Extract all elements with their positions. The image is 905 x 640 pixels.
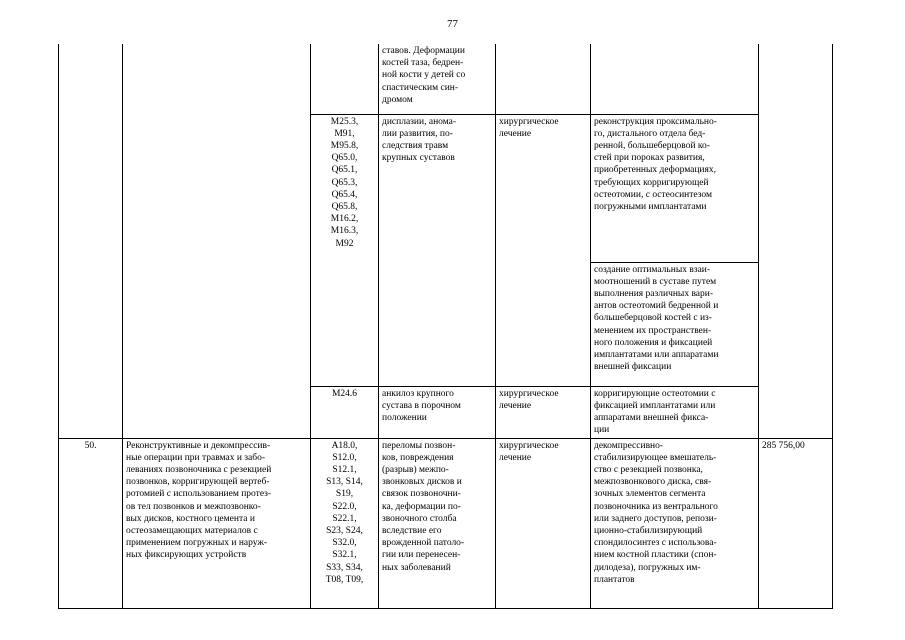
cell-name [123,44,311,438]
cell-model: дисплазии, анома- лии развития, по- следствия травм крупных суставов [379,114,496,386]
page-number: 77 [447,18,458,30]
table-row-50 [59,438,833,608]
table-row-continuation [59,44,833,114]
cell-method: декомпрессивно- стабилизирующее вмешатель- ство с резекцией позвонка, межпозвонкового диска, свя- зочных элементов сегмента позвоночника из вентрального или заднего доступов, репози- ционно-стабилизирующий спондилосинтез с использова- нием костной пластики (спон- дилодеза), погружных им- плантатов [591,438,759,608]
cell-method: реконструкция проксимально- го, дистального отдела бед- ренной, большеберцовой ко- стей при пороках развития, приобретенных деформациях, требующих корригирующей остеотомии, с остеосинтезом погружными имплантатами [591,114,759,262]
cell-cost [759,44,833,438]
cell-model: ставов. Деформации костей таза, бедрен- ной кости у детей со спастическим син- дромом [379,44,496,114]
cell-codes: A18.0, S12.0, S12.1, S13, S14, S19, S22.0, S22.1, S23, S24, S32.0, S32.1, S33, S34, T08, T09, [311,438,379,608]
cell-codes: M24.6 [311,386,379,438]
cell-treatment: хирургическое лечение [496,386,591,438]
cell-name: Реконструктивные и декомпрессив- ные операции при травмах и забо- леваниях позвоночника с резекцией позвонков, корригирующей вертеб- ротомией с использованием протез- ов тел позвонков и межпозвонко- вых дисков, костного цемента и остеозамещающих материалов с применением погружных и наруж- ных фиксирующих устройств [123,438,311,608]
cell-number: 50. [59,438,123,608]
cell-codes: M25.3, M91, M95.8, Q65.0, Q65.1, Q65.3, Q65.4, Q65.8, M16.2, M16.3, M92 [311,114,379,386]
cell-number [59,44,123,438]
cell-method: создание оптимальных взаи- моотношений в суставе путем выполнения различных вари- антов остеотомий бедренной и большеберцовой костей с из- менением их пространствен- ного положения и фиксацией имплантатами или аппаратами внешней фиксации [591,262,759,386]
cell-method: корригирующие остеотомии с фиксацией имплантатами или аппаратами внешней фикса- ции [591,386,759,438]
cell-treatment [496,44,591,114]
cell-treatment: хирургическое лечение [496,114,591,386]
cell-model: анкилоз крупного сустава в порочном положении [379,386,496,438]
services-table [58,44,833,609]
cell-treatment: хирургическое лечение [496,438,591,608]
cell-codes [311,44,379,114]
cell-cost: 285 756,00 [759,438,833,608]
cell-model: переломы позвон- ков, повреждения (разрыв) межпо- звонковых дисков и связок позвоночни- ка, деформации по- звоночного столба вследствие его врожденной патоло- гии или перенесен- ных заболеваний [379,438,496,608]
cell-method [591,44,759,114]
